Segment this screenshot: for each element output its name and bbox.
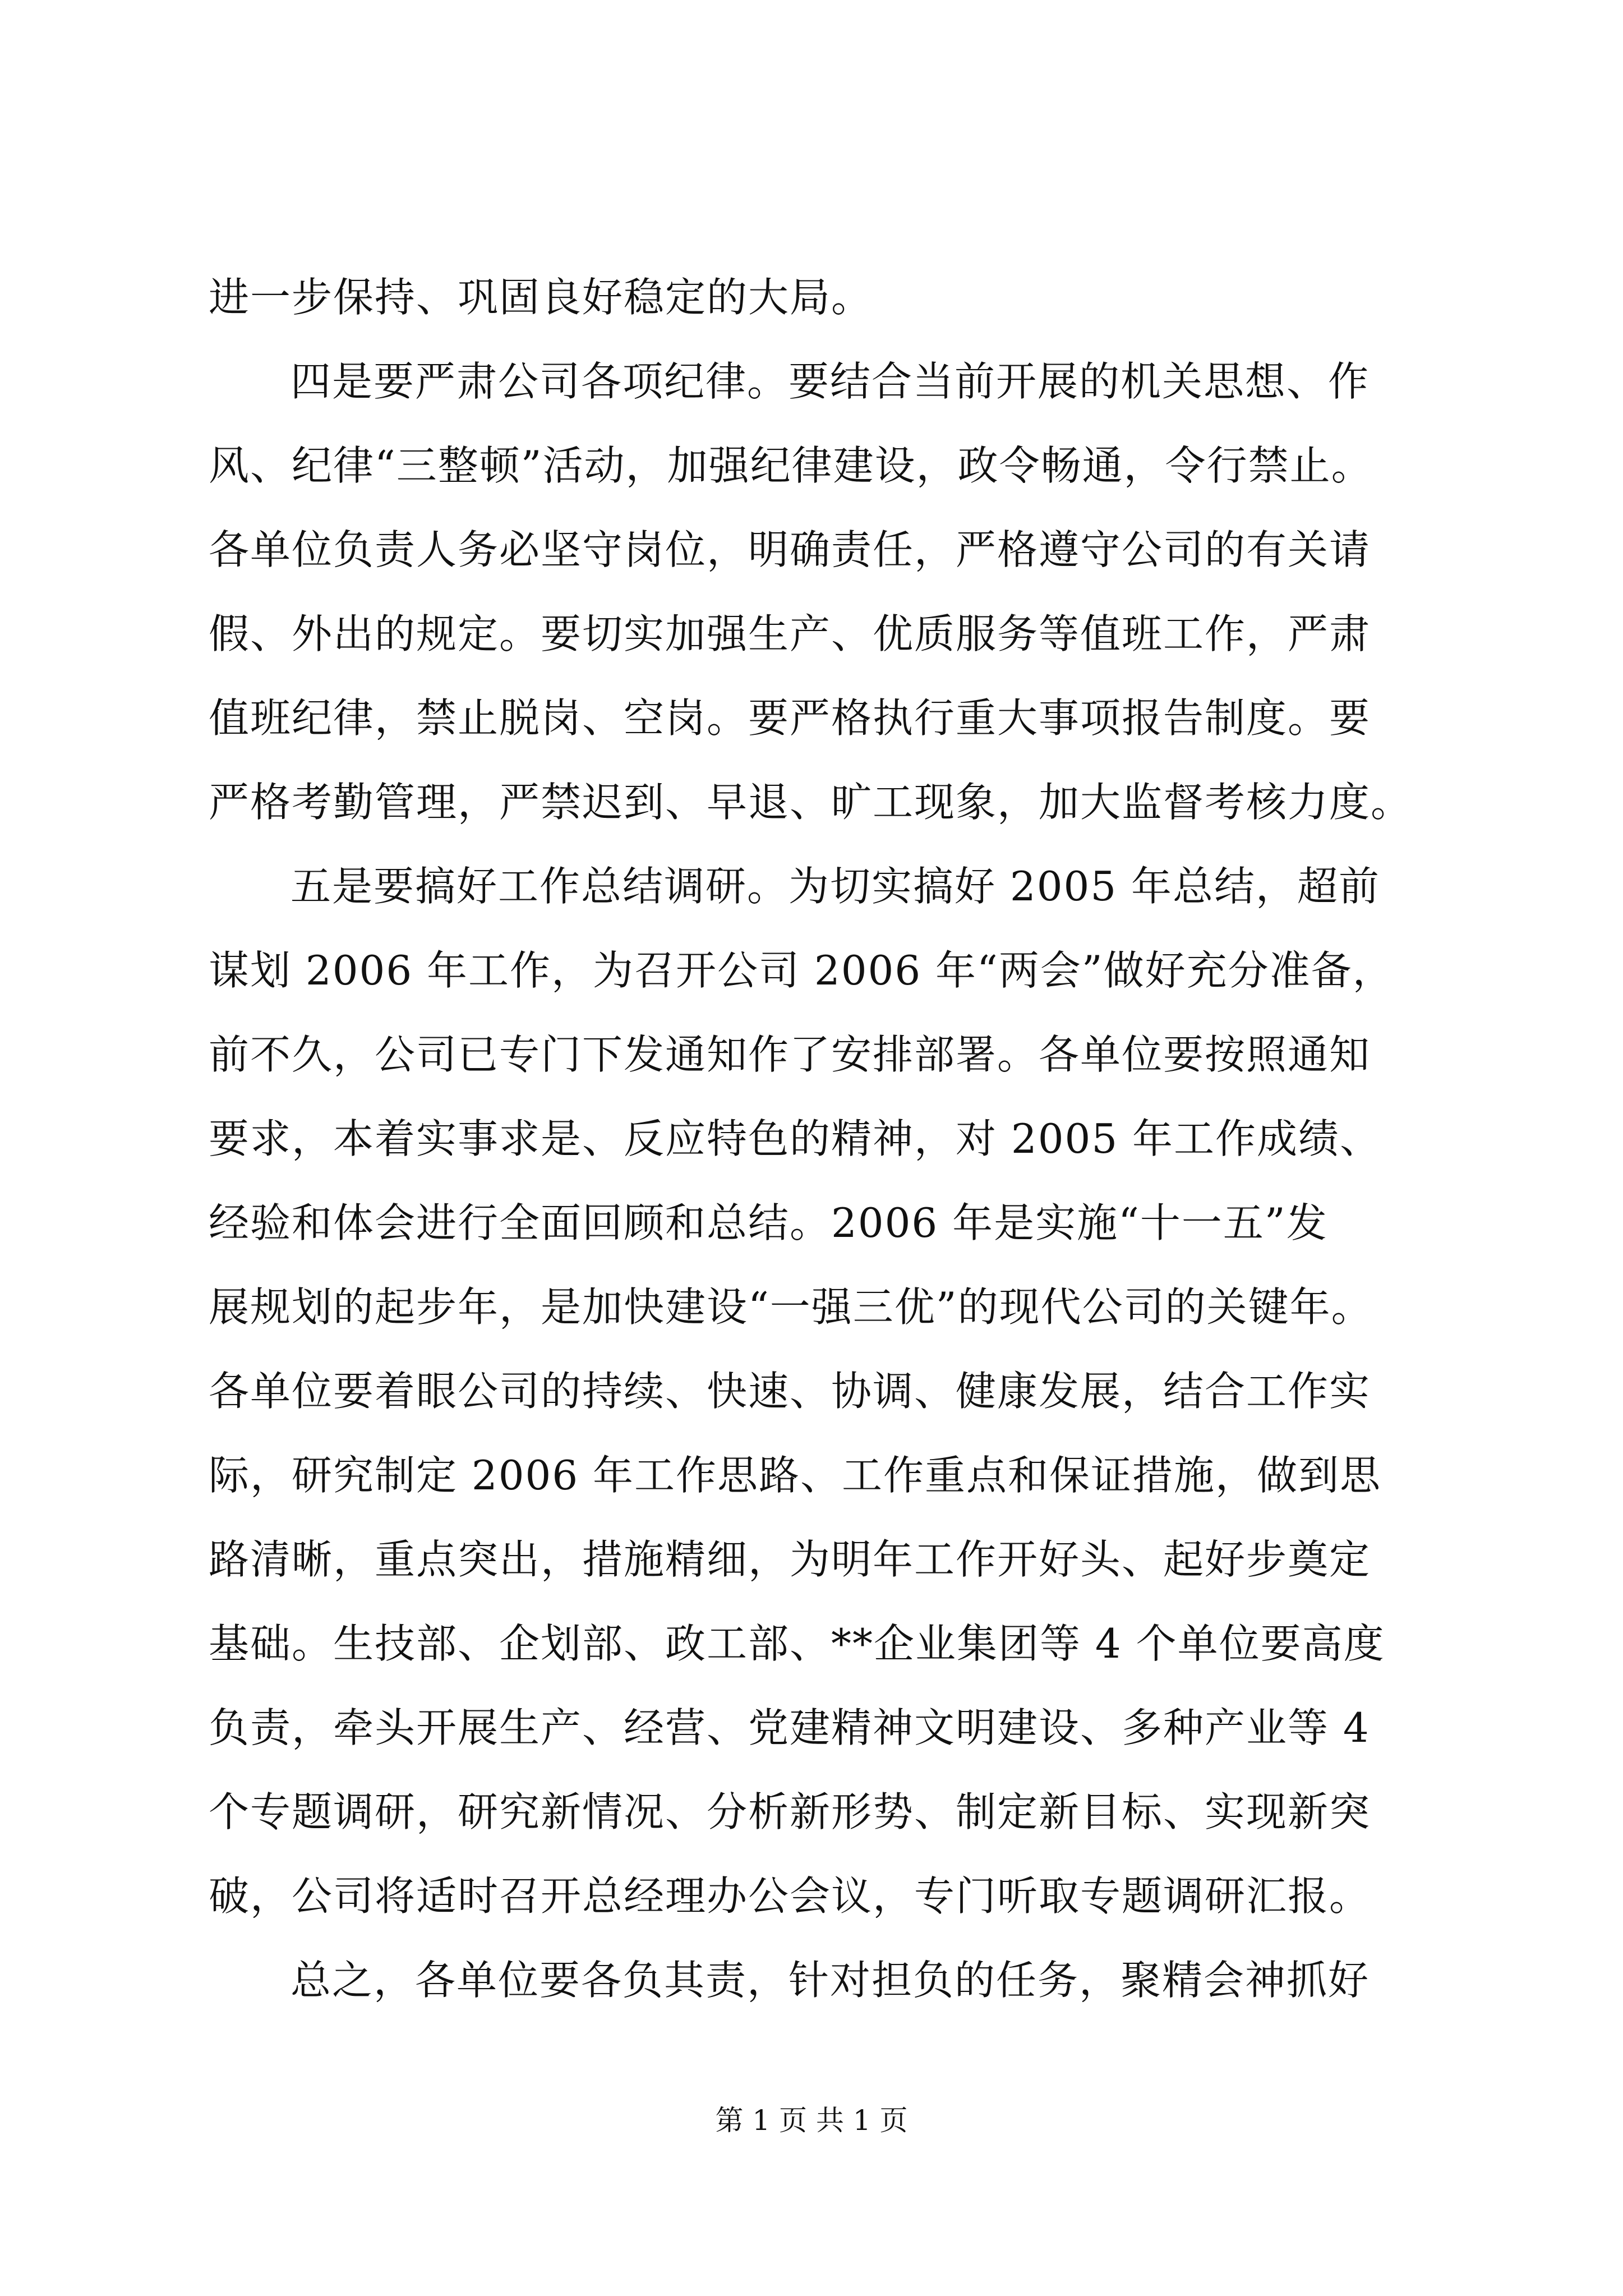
- text-line-8: 五是要搞好工作总结调研。为切实搞好 2005 年总结，超前: [291, 863, 1381, 910]
- text-line-2: 四是要严肃公司各项纪律。要结合当前开展的机关思想、作: [291, 358, 1370, 405]
- text-line-13: 展规划的起步年，是加快建设“一强三优”的现代公司的关键年。: [209, 1283, 1373, 1331]
- text-line-15: 际，研究制定 2006 年工作思路、工作重点和保证措施，做到思: [209, 1452, 1382, 1499]
- text-line-9: 谋划 2006 年工作，为召开公司 2006 年“两会”做好充分准备，: [209, 947, 1394, 994]
- text-line-21: 总之，各单位要各负其责，针对担负的任务，聚精会神抓好: [291, 1957, 1370, 2004]
- text-line-20: 破，公司将适时召开总经理办公会议，专门听取专题调研汇报。: [209, 1872, 1371, 1920]
- text-line-4: 各单位负责人务必坚守岗位，明确责任，严格遵守公司的有关请: [209, 526, 1371, 573]
- text-line-7: 严格考勤管理，严禁迟到、早退、旷工现象，加大监督考核力度。: [209, 779, 1413, 826]
- text-line-19: 个专题调研，研究新情况、分析新形势、制定新目标、实现新突: [209, 1788, 1371, 1835]
- text-line-1: 进一步保持、巩固良好稳定的大局。: [209, 274, 873, 321]
- text-line-16: 路清晰，重点突出，措施精细，为明年工作开好头、起好步奠定: [209, 1536, 1371, 1583]
- text-line-12: 经验和体会进行全面回顾和总结。2006 年是实施“十一五”发: [209, 1199, 1328, 1246]
- page-number-footer: 第 1 页 共 1 页: [715, 2104, 908, 2137]
- text-line-10: 前不久，公司已专门下发通知作了安排部署。各单位要按照通知: [209, 1031, 1371, 1078]
- text-line-11: 要求，本着实事求是、反应特色的精神，对 2005 年工作成绩、: [209, 1115, 1382, 1162]
- text-line-18: 负责，牵头开展生产、经营、党建精神文明建设、多种产业等 4: [209, 1704, 1370, 1751]
- text-line-5: 假、外出的规定。要切实加强生产、优质服务等值班工作，严肃: [209, 610, 1371, 657]
- text-line-17: 基础。生技部、企划部、政工部、**企业集团等 4 个单位要高度: [209, 1620, 1385, 1667]
- text-line-3: 风、纪律“三整顿”活动，加强纪律建设，政令畅通，令行禁止。: [209, 442, 1373, 489]
- text-line-6: 值班纪律，禁止脱岗、空岗。要严格执行重大事项报告制度。要: [209, 694, 1371, 742]
- text-line-14: 各单位要着眼公司的持续、快速、协调、健康发展，结合工作实: [209, 1368, 1371, 1415]
